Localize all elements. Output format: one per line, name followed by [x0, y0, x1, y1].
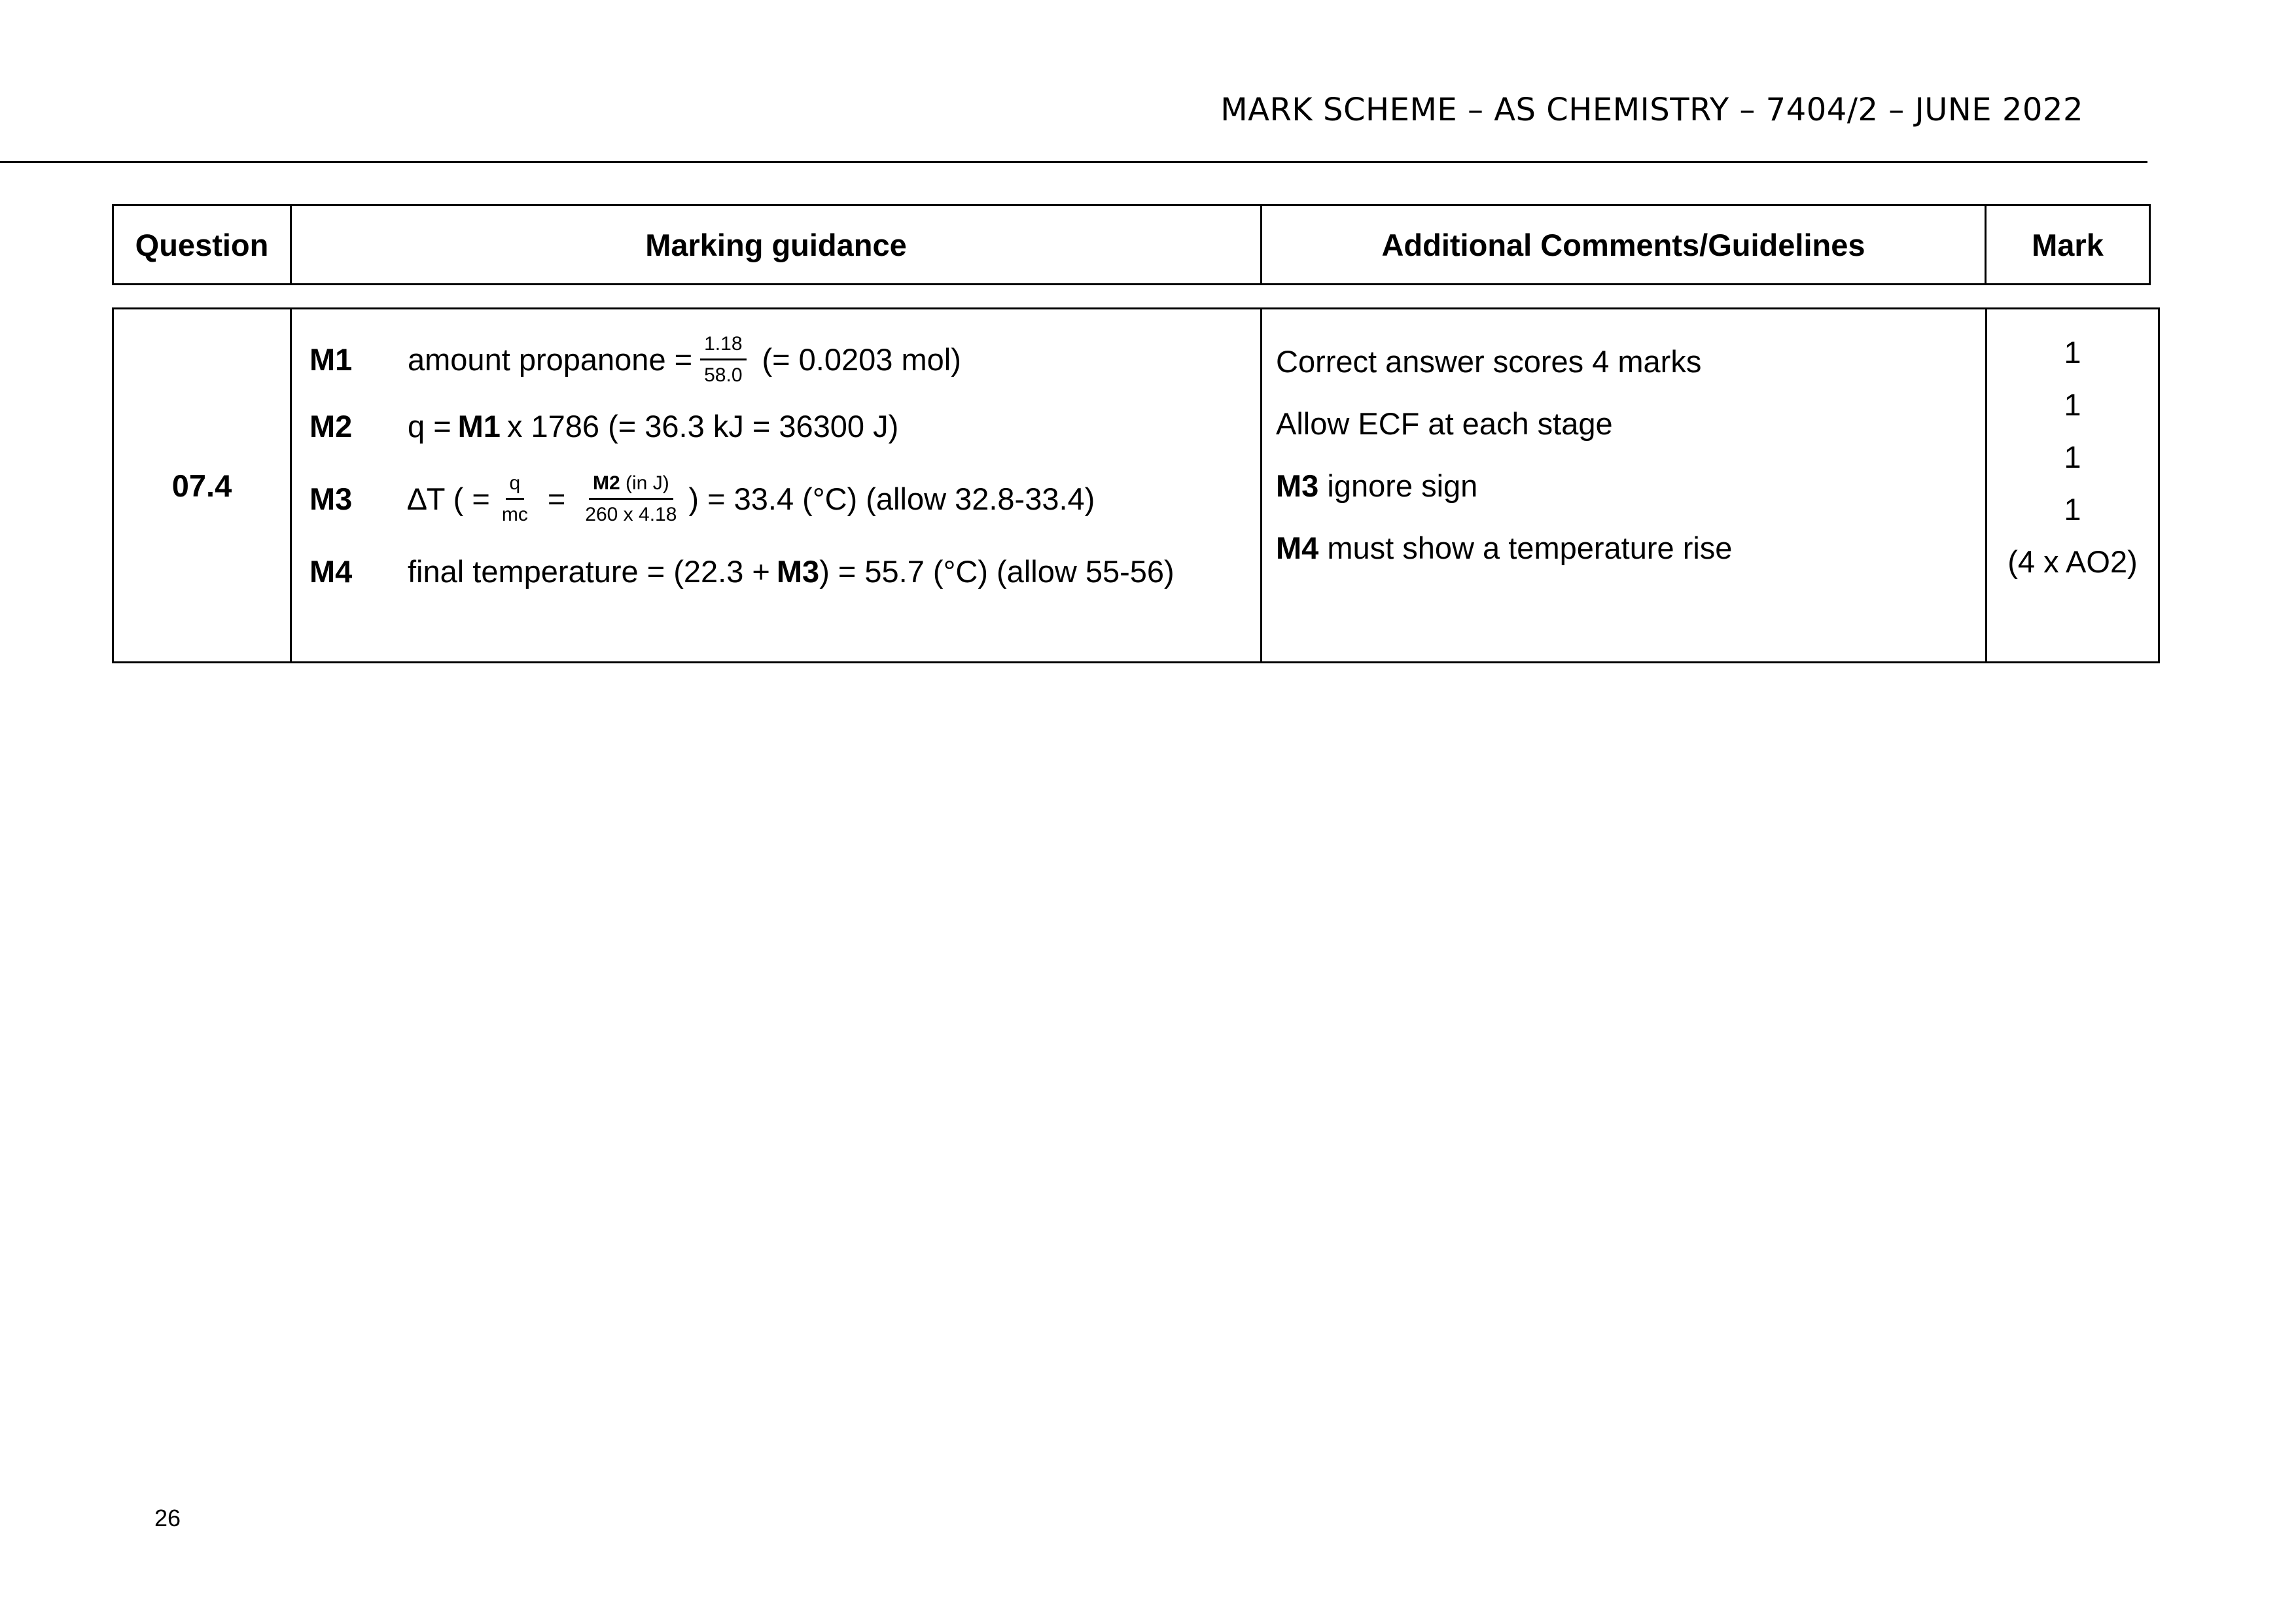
- m3-label: M3: [309, 481, 353, 516]
- guidance-m1: [292, 326, 1260, 393]
- m2-text: x 1786 (= 36.3 kJ = 36300 J): [506, 408, 899, 444]
- m3-prefix: ∆T ( =: [408, 481, 490, 516]
- mark-cell: [1987, 309, 2159, 663]
- comment-m3-text: ignore sign: [1327, 468, 1478, 503]
- mark-m3: 1: [2064, 440, 2081, 474]
- comment-m4-text: must show a temperature rise: [1327, 531, 1733, 565]
- m1-text: amount propanone =: [408, 341, 693, 377]
- m3-frac2-num-text: (in J): [626, 472, 669, 494]
- guidance-m3: [292, 459, 1260, 538]
- m2-label: M2: [309, 408, 353, 444]
- mark-scheme-table: [112, 307, 2160, 663]
- comment-line-2: Allow ECF at each stage: [1276, 406, 1613, 441]
- question-number: 07.4: [113, 309, 291, 663]
- m3-frac2-den: 260 x 4.18: [585, 503, 677, 525]
- column-header-comments: Additional Comments/Guidelines: [1262, 205, 1986, 285]
- m4-ref: M3: [776, 553, 820, 589]
- m3-frac1-num: q: [506, 472, 525, 500]
- column-header-mark: Mark: [1986, 205, 2150, 285]
- m3-frac2-num-ref: M2: [593, 472, 620, 494]
- guidance-m2: [292, 393, 1260, 459]
- comment-line-1: Correct answer scores 4 marks: [1276, 344, 1702, 379]
- column-header-table: [112, 204, 2151, 285]
- marking-guidance-cell: [291, 309, 1262, 663]
- m1-frac-den: 58.0: [704, 364, 743, 386]
- m4-label: M4: [309, 553, 353, 589]
- column-header-guidance: Marking guidance: [291, 205, 1262, 285]
- m3-equals: =: [547, 481, 566, 516]
- page-number: 26: [154, 1505, 181, 1531]
- m3-frac2-num: [589, 472, 673, 500]
- header-divider: [0, 161, 2147, 163]
- mark-m4: 1: [2064, 492, 2081, 527]
- m1-fraction: [700, 333, 746, 386]
- comment-m4-ref: M4: [1276, 531, 1319, 565]
- mark-total: (4 x AO2): [2007, 544, 2138, 579]
- m3-fraction-m2: [581, 472, 680, 525]
- mark-m1: 1: [2064, 335, 2081, 370]
- m2-ref: M1: [457, 408, 501, 444]
- m1-frac-num: 1.18: [700, 333, 746, 360]
- m3-frac1-den: mc: [501, 503, 528, 525]
- mark-m2: 1: [2064, 387, 2081, 422]
- additional-comments-cell: [1262, 309, 1987, 663]
- table-row: [113, 309, 2159, 663]
- m2-prefix: q =: [408, 408, 451, 444]
- comment-m3-ref: M3: [1276, 468, 1319, 503]
- page-header-title: MARK SCHEME – AS CHEMISTRY – 7404/2 – JUNE 2022: [1220, 92, 2083, 128]
- m1-result: (= 0.0203 mol): [762, 341, 961, 377]
- m4-text: final temperature = (22.3 +: [408, 553, 770, 589]
- comment-line-3: [1262, 468, 1985, 530]
- m3-fraction-q-mc: [498, 472, 532, 525]
- m3-result: ) = 33.4 (°C) (allow 32.8-33.4): [688, 481, 1095, 516]
- guidance-m4: [292, 538, 1260, 604]
- marks-list: [1987, 326, 2158, 588]
- column-header-question: Question: [113, 205, 291, 285]
- m1-label: M1: [309, 341, 353, 377]
- comment-line-4: [1262, 530, 1985, 592]
- m4-result: ) = 55.7 (°C) (allow 55-56): [819, 553, 1174, 589]
